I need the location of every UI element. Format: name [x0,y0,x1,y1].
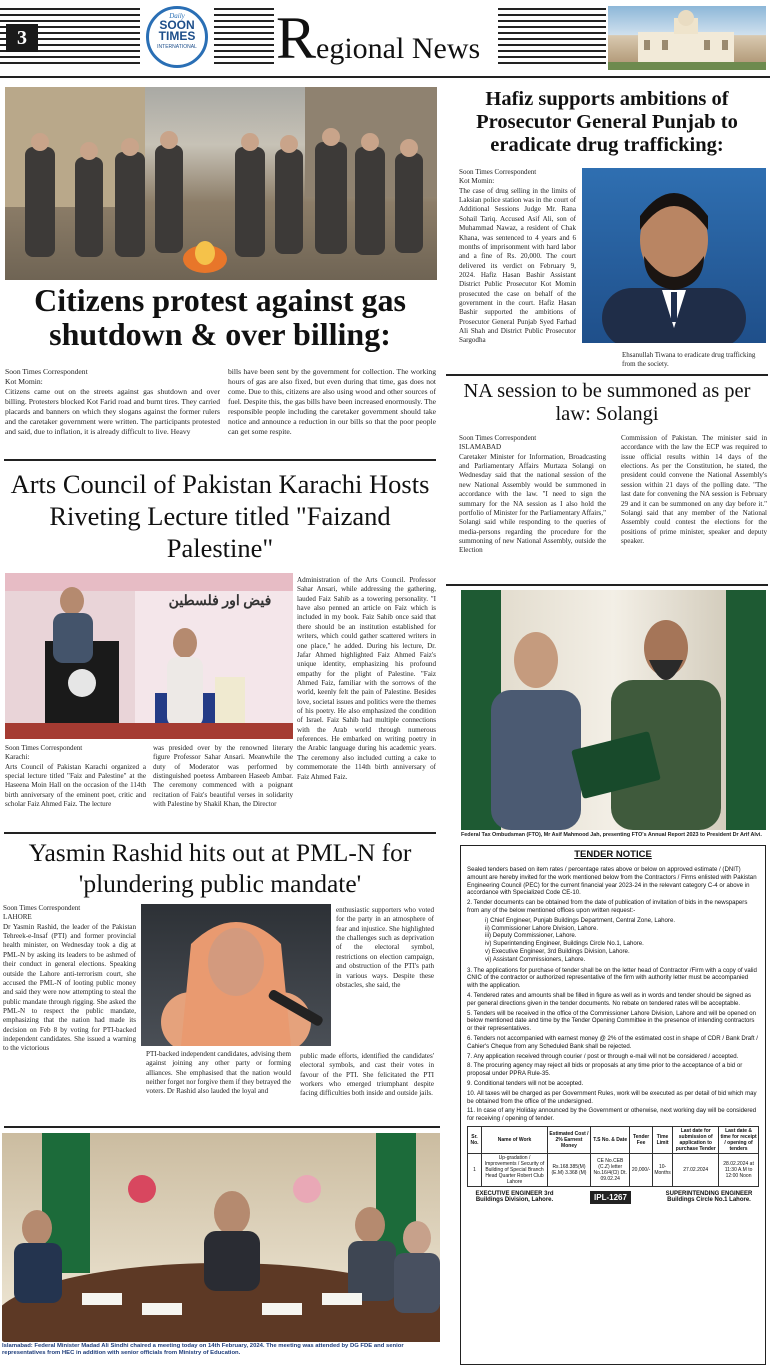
hafiz-dateline: Kot Momin: [459,177,495,186]
section-title [276,6,480,70]
gas-body-1: Citizens came out on the streets against gas shutdown and over billing. Protesters blocked Kot Farid road and burnt tires. They carried placards and banners on which they slogans against the former rulers and the caretaker government were written. The participants protested and said, due to inflation, it is already difficult to live. Heavy [5,387,220,437]
hafiz-headline: Hafiz supports ambitions of Prosecutor General Punjab to eradicate drug trafficking: [476,88,738,156]
tender-notice [460,845,766,1365]
yasmin-photo [141,904,331,1046]
meeting-illustration [2,1133,440,1342]
meeting-photo [2,1133,440,1342]
na-col-2 [621,434,767,546]
tender-office-item: i) Chief Engineer, Punjab Buildings Department, Central Zone, Lahore. [485,916,676,924]
building-icon [608,6,766,70]
yasmin-body-3a: enthusiastic supporters who voted for the party in an atmosphere of fear and injustice. She highlighted the challenges such as deprivation of the electoral symbol, restrictions on election campaign, and obstruction of the PTI's path in various ways. Despite these obstacles, she said, the [336,906,434,989]
tender-para-2: 2. Tender documents can be obtained from the date of publication of invitation of bids in the newspapers from any of the below mentioned offices upon written request:- [467,899,748,914]
divider-gas-arts [4,459,436,461]
tender-sign-left: EXECUTIVE ENGINEER 3rd Buildings Division, Lahore. [475,1191,554,1204]
logo-top-text: Daily [169,12,185,20]
tender-col-header: Name of Work [482,1126,548,1153]
yasmin-byline: Soon Times Correspondent [3,904,81,912]
tender-office-item: vi) Assistant Commissioners, Lahore. [485,955,586,963]
yasmin-body-2: PTI-backed independent candidates, advising them against joining any other party or forming alliances. She emphasised that the nation would neither forget nor forgive them if they betrayed the voters. Dr Rashid also lauded the loyal and [146,1050,291,1096]
tender-col-header: Last date for submission of application to purchase Tender [673,1126,719,1153]
arts-col-3 [297,576,436,782]
tender-cell: CE No.CEB (C.Z) letter No.16/4(Cl) Dt. 09.02.24 [590,1153,629,1186]
protest-photo [5,87,437,280]
hafiz-caption: Ehsanullah Tiwana to eradicate drug trafficking from the society. [622,351,756,369]
masthead [0,0,770,82]
na-dateline: ISLAMABAD [459,443,502,452]
tender-title: TENDER NOTICE [574,849,652,860]
yasmin-dateline: LAHORE [3,913,32,922]
tender-office-list [467,917,759,964]
tender-cell: 28.02.2024 at 11:30 A.M to 12:00 Noon [719,1153,759,1186]
yasmin-body-3b: public made efforts, identified the candidates' electoral symbols, and cast their votes in favour of the PTI. She felicitated the PTI workers who emerged triumphant despite facing difficulties both inside and outside jails. [300,1052,434,1098]
header-building-photo [608,6,766,70]
tender-para-6: 6. Tenders not accompanied with earnest money @ 2% of the estimated cost in shape of CDR / Bank Draft / Cahier's Cheque from any Scheduled Bank shall be rejected. [467,1034,758,1050]
yasmin-col-2 [146,1050,291,1097]
tender-col-header: T.S No. & Date [590,1126,629,1153]
na-headline: NA session to be summoned as per law: Solangi [463,380,751,425]
tender-signatures [467,1191,759,1204]
divider-hafiz-na [446,374,768,376]
header-stripes-mid [498,8,606,68]
gas-col-2 [228,367,436,437]
tender-col-header: Sr. No. [468,1126,482,1153]
header-stripes-right [214,8,274,68]
arts-body-2: was presided over by the renowned literary figure Professor Sahar Ansari. Meanwhile the duty of Moderator was performed by distinguished poetess Ambareen Haseeb Ambar. The ceremony commenced with a poignant recitation of Faiz's beautiful verses in solidarity with Palestine by Shakil Khan, the Director [153,744,293,809]
gas-byline: Soon Times Correspondent [5,367,88,376]
yasmin-body-1: Dr Yasmin Rashid, the leader of the Pakistan Tehreek-e-Insaf (PTI) and former provincial health minister, on Wednesday took a dig at PML-N by asking its leaders to be ashmed of their conduct in general elections. Speaking outside the Lahore anti-terrorism court, she accused the PML-N of looting public money and said they were now attempting to steal the public mandate through rigging. She asked the PML-N to respect the public mandate, emphasizing that the nation had made its decision on Feb 8 by voting for PTI-backed independent candidates. She issued a warning to the victorious [3,922,136,1053]
tender-ipl-code: IPL-1267 [590,1191,631,1204]
na-col-1 [459,434,606,556]
tender-para-10: 10. All taxes will be charged as per Government Rules, work will be executed as per detail of bid which may be obtained from the office of the undersigned. [467,1089,757,1105]
table-row [468,1153,759,1186]
fto-photo [461,590,766,830]
newspaper-logo [146,6,208,68]
tender-col-header: Estimated Cost / 2% Earnest Money [548,1126,591,1153]
na-body-2: Commission of Pakistan. The minister said in accordance with the law the ECP was required to issue official results within 14 days of the elections. As per the Constitution, he stated, the president could convene the National Assembly's session within 21 days of the polling date. "The last date for convening the NA session is February 29 and it can be summoned on any day before it." Solangi said that any member of the National Assembly could contest the elections for the positions of prime minister, speaker and deputy speaker. [621,434,767,545]
tender-para-8: 8. The procuring agency may reject all bids or proposals at any time prior to the acceptance of a bid or proposal under PPRA Rule-35. [467,1062,743,1078]
gas-dateline: Kot Momin: [5,377,43,387]
yasmin-illustration [141,904,331,1046]
arts-col-2 [153,744,293,810]
fto-caption: Federal Tax Ombudsman (FTO), Mr Asif Mahmood Jah, presenting FTO's Annual Report 2023 to President Dr Arif Alvi. [461,832,762,838]
tender-col-header: Tender Fee [630,1126,652,1153]
yasmin-col-3b [300,1052,434,1099]
gas-col-1 [5,367,220,437]
tender-para-11: 11. In case of any Holiday announced by the Government or otherwise, next working day will be considered for receiving / opening of tender. [467,1107,757,1123]
tender-cell: 1 [468,1153,482,1186]
arts-col-1 [5,744,146,810]
ceremony-illustration [461,590,766,830]
divider-arts-yasmin [4,832,436,834]
tender-office-item: iii) Deputy Commissioner, Lahore. [485,932,577,940]
section-title-initial: R [276,5,317,71]
tender-office-item: v) Executive Engineer, 3rd Buildings Division, Lahore. [485,947,630,955]
section-title-rest: egional News [316,32,481,65]
meeting-caption: Islamabad: Federal Minister Madad Ali Sindhi chaired a meeting today on 14th February, 2024. The meeting was attended by DG FDE and senior representatives from HEC in addition with senior officials from Ministry of Education. [2,1343,404,1357]
tender-table-header [468,1126,759,1153]
arts-byline: Soon Times Correspondent [5,744,83,752]
tender-cell: 10-Months [652,1153,673,1186]
yasmin-col-3a [336,906,434,990]
gas-body-2: bills have been sent by the government for collection. The working hours of gas are also fixed, but even during that time, gas does not come. Due to this, citizens are also using wood and other sources of fuel. Despite this, the gas bills have been increased enormously. The responsible people including the caretaker government should take notice and announce a reduction in our bills so that the poor people can get some respite. [228,367,436,437]
header-rule [0,76,770,78]
crowd-illustration [5,87,437,280]
tender-para-4: 4. Tendered rates and amounts shall be filled in figure as well as in words and tender should be signed as per general directions given in the tender documents. No rebate on tendered rates will be acceptable. [467,991,752,1007]
tender-cell: Up-gradation / Improvements / Security of Building of Special Branch Head Quarter Robert Club Lahore [482,1153,548,1186]
arts-urdu-banner: فیض اور فلسطین [168,594,272,609]
logo-main-text: SOON TIMES [158,18,196,43]
na-body-1: Caretaker Minister for Information, Broadcasting and Parliamentary Affairs Murtaza Solangi on Wednesday said that the national session of the new National Assembly would be summoned in accordance with the law. "I need to sign the summary for the NA session as I also hold the portfolio of Minister for the Parliamentary Affairs," Solangi said while responding to the queries of media-persons regarding the procedure for the summoning of new National Assembly, outside the Election [459,452,606,555]
divider-na-fto [446,584,768,586]
tender-col-header: Last date & time for receipt / opening of tenders [720,1127,757,1152]
tender-cell: 27.02.2024 [673,1153,719,1186]
arts-photo [5,573,293,739]
arts-headline: Arts Council of Pakistan Karachi Hosts Riveting Lecture titled "Faizand Palestine" [10,469,430,563]
logo-sub-text: INTERNATIONAL [157,44,197,50]
divider-yasmin-meeting [4,1126,440,1128]
tender-col-header: Time Limit [652,1126,673,1153]
gas-headline: Citizens protest against gas shutdown & over billing: [34,282,406,352]
tender-office-item: ii) Commissioner Lahore Division, Lahore. [485,924,599,932]
page-number: 3 [6,24,38,52]
tender-para-9: 9. Conditional tenders will not be accepted. [467,1079,584,1087]
arts-body-1: Arts Council of Pakistan Karachi organized a special lecture titled "Faiz and Palestine" at the Haseena Moin Hall on the occasion of the 114th birth anniversary of the eminent poet, critic and scholar Faiz Ahmed Faiz. The lecture [5,762,146,809]
na-byline: Soon Times Correspondent [459,434,537,442]
tender-cell: 20,000/- [630,1153,652,1186]
hafiz-text-column [459,168,576,346]
portrait-illustration [582,168,766,343]
tender-sign-right: SUPERINTENDING ENGINEER Buildings Circle No.1 Lahore. [665,1191,753,1204]
tender-table [467,1126,759,1187]
hafiz-byline: Soon Times Correspondent [459,168,537,176]
arts-dateline: Karachi: [5,753,30,762]
tender-intro: Sealed tenders based on item rates / percentage rates above or below on approved estimate / (DNIT) amount are hereby invited for the work mentioned below from the Contractors / Firms enlisted with Pakistan Engineering Council (PEC) for the current financial year 2023-24 in the relevant category C-4 or above in accordance with Specialized Code CE-10. [467,866,757,897]
tender-para-3: 3. The applications for purchase of tender shall be on the letter head of Contractor /Firm with a copy of valid CNIC of the contractor or authorized representative of the firm with authority letter must be accompanied with the application. [467,966,757,990]
tender-cell: Rs.168.385(M) (E.M) 3.368 (M) [548,1153,591,1186]
yasmin-headline: Yasmin Rashid hits out at PML-N for 'plundering public mandate' [28,838,412,898]
tender-office-item: iv) Superintending Engineer, Buildings Circle No.1, Lahore. [485,940,644,948]
tender-body [467,866,759,1123]
hafiz-portrait [582,168,766,343]
arts-body-3: Administration of the Arts Council. Professor Sahar Ansari, while addressing the gathering, lauded Faiz Sahib as a towering personality. "I have also penned an article on Faiz which is included in my book. Faiz Sahib once said that there should be an institution established for writers, which could gather scattered writers in one place," he added. During his lecture, Dr. Jafar Ahmed highlighted Faiz Ahmed Faiz's unique identity, emphasizing his profound empathy for the plight of Palestine. "Faiz Ahmed Faiz, familiar with the sorrows of the world, keenly felt the pain of Palestine. Besides love, societal issues and politics were the themes of his poetry. He also emphasized the condition of Israel. Faiz Sahib had multiple connections with the Arab world through numerous references. He embarked on writing poetry in the Arabic language during his academic years. The ceremony also included cutting a cake to commemorate the 114th birth anniversary of Faiz Ahmed Faiz. [297,576,436,781]
tender-para-7: 7. Any application received through courier / post or through e-mail will not be considered / accepted. [467,1052,739,1060]
yasmin-col-1 [3,904,136,1054]
tender-para-5: 5. Tenders will be received in the office of the Commissioner Lahore Division, Lahore and will be opened on below mentioned date and time by the Tender Opening Committee in the presence of intending contractors or their representatives. [467,1009,757,1033]
hafiz-body: The case of drug selling in the limits of Laksian police station was in the court of Additional Sessions Judge Mr. Rana Sohail Tariq. Accused Asif Ali, son of Muhammad Nawaz, a resident of Chak Khana, was sentenced to 4 years and 6 months of imprisonment with hard labor and a fine of Rs. 20,000. The court delivered its verdict on February 9, 2024. Hafiz Hasan Bashir Assistant District Public Prosecutor Kot Momin prosecuted the case on behalf of the government in the court. Hafiz Hasan Bashir supported the ambitions of Prosecutor General Punjab Syed Farhad Ali Shah and District Public Prosecutor Sargodha [459,186,576,345]
